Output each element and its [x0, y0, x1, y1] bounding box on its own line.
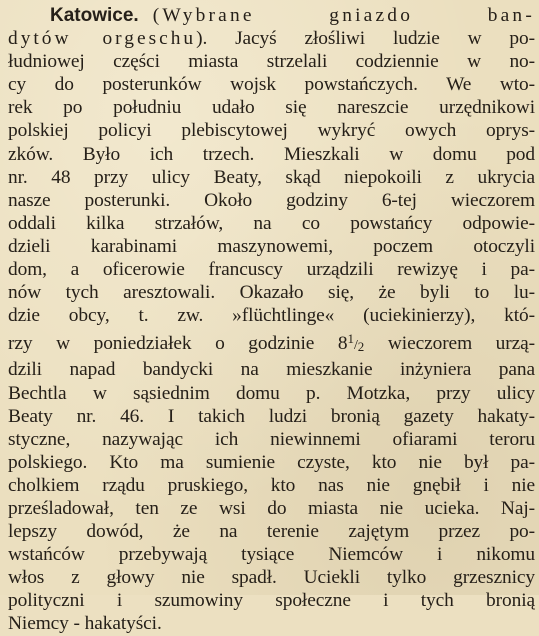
article-line: nr. 48 przy ulicy Beaty, skąd niepokoili z ukrycia: [8, 166, 535, 188]
article-line: nasze posterunki. Około godziny 6-tej wieczorem: [8, 189, 535, 211]
article-line: zków. Było ich trzech. Mieszkali w domu pod: [8, 143, 535, 165]
article-line: polityczni i szumowiny społeczne i tych bronią: [8, 590, 535, 612]
article-line: [8, 327, 535, 358]
article-subtitle: (Wybrane gniazdo ban-: [152, 5, 535, 26]
fraction-denominator: 2: [357, 339, 365, 355]
article-line-text: wieczorem urzą-: [364, 333, 535, 355]
article-line: dzili napad bandycki na mieszkanie inżyniera pana: [8, 359, 535, 381]
article-text: [8, 4, 535, 636]
article-line: dom, a oficerowie francuscy urządzili rewizyę i pa-: [8, 259, 535, 281]
article-line: polskiego. Kto ma sumienie czyste, kto nie był pa-: [8, 451, 535, 473]
article-line: łudniowej części miasta strzelali codziennie w no-: [8, 51, 535, 73]
article-line: Niemcy - hakatyści.: [8, 613, 162, 635]
article-line: [8, 27, 535, 50]
fraction-numerator: 1: [347, 331, 354, 347]
article-line: Bechtla w sąsiednim domu p. Motzka, przy ulicy: [8, 382, 535, 404]
article-line: dzie obcy, t. zw. »flüchtlinge« (uciekinierzy), któ-: [8, 305, 535, 327]
article-line: wstańców przebywają tysiące Niemców i nikomu: [8, 544, 535, 566]
article-line: [8, 4, 535, 27]
article-line-text: rzy w poniedziałek o godzinie 8: [8, 333, 348, 355]
article-line: dzieli karabinami maszynowemi, poczem otoczyli: [8, 235, 535, 257]
article-line: Beaty nr. 46. I takich ludzi bronią gazety hakaty-: [8, 405, 535, 427]
article-line: styczne, nazywając ich niewinnemi ofiarami teroru: [8, 428, 535, 450]
article-line: polskiej policyi plebiscytowej wykryć owych oprys-: [8, 120, 535, 142]
article-line: prześladował, ten ze wsi do miasta nie ucieka. Naj-: [8, 497, 535, 519]
article-line: cy do posterunków wojsk powstańczych. We wto-: [8, 74, 535, 96]
article-headline: Katowice.: [50, 5, 139, 26]
article-line-text: ). Jacyś złośliwi ludzie w po-: [196, 28, 535, 50]
article-line: włos z głowy nie spadł. Uciekli tylko grzesznicy: [8, 567, 535, 589]
fraction-slash: /: [353, 338, 358, 354]
article-line: nów tych aresztowali. Okazało się, że byli to lu-: [8, 282, 535, 304]
article-line: lepszy dowód, że na terenie zajętym przez po-: [8, 521, 535, 543]
article-line: cholkiem rządu pruskiego, kto nas nie gnębił i nie: [8, 474, 535, 496]
article-line: oddali kilka strzałów, na co powstańcy odpowie-: [8, 212, 535, 234]
article-subtitle-cont: dytów orgeschu: [8, 28, 197, 50]
article-line: rek po południu udało się nareszcie urzędnikowi: [8, 97, 535, 119]
